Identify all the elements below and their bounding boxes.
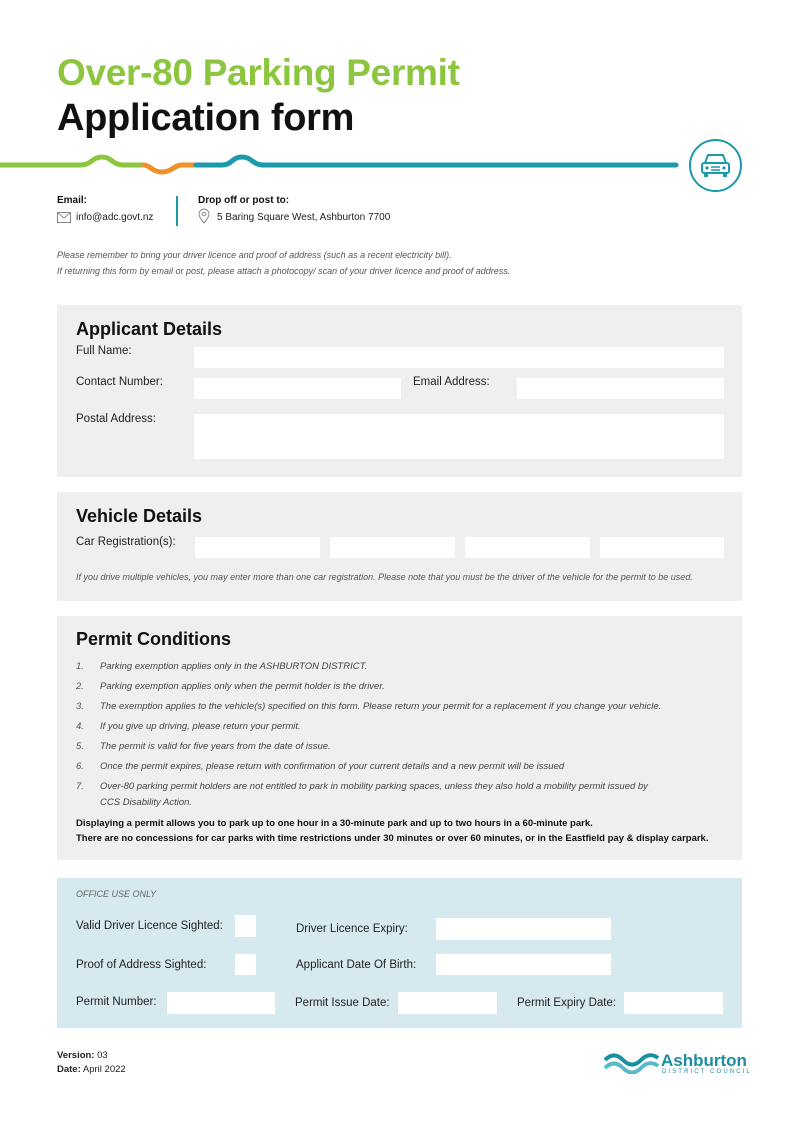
vehicle-details-heading: Vehicle Details xyxy=(76,506,203,526)
licence-expiry-field[interactable] xyxy=(436,918,611,940)
ashburton-logo-mark xyxy=(603,1052,659,1074)
condition-number: 2. xyxy=(76,681,84,692)
postal-address-label: Postal Address: xyxy=(76,413,156,425)
permit-bold-note-1: Displaying a permit allows you to park up to one hour in a 30-minute park and up to two hours in a 60-minute park. xyxy=(76,818,593,829)
contact-number-field[interactable] xyxy=(194,378,401,399)
version-label: Version: xyxy=(57,1050,95,1061)
date-value: April 2022 xyxy=(82,1064,126,1075)
car-icon-badge xyxy=(689,139,742,192)
permit-conditions-heading: Permit Conditions xyxy=(76,629,232,649)
licence-expiry-label: Driver Licence Expiry: xyxy=(296,923,408,935)
vehicle-note: If you drive multiple vehicles, you may enter more than one car registration. Please note that you must be the driver of the vehicle for the permit to be used. xyxy=(76,572,693,582)
condition-item: If you give up driving, please return your permit. xyxy=(100,721,301,732)
permit-expiry-date-label: Permit Expiry Date: xyxy=(517,997,617,1009)
condition-number: 5. xyxy=(76,741,84,752)
full-name-field[interactable] xyxy=(194,347,724,368)
car-registration-label: Car Registration(s): xyxy=(76,536,176,548)
condition-item-continued: CCS Disability Action. xyxy=(100,797,193,808)
office-use-heading: OFFICE USE ONLY xyxy=(76,889,157,899)
condition-number: 7. xyxy=(76,781,84,792)
location-pin-icon xyxy=(198,208,210,224)
condition-item: Parking exemption applies only in the ASHBURTON DISTRICT. xyxy=(100,661,368,672)
date-line xyxy=(57,1064,126,1075)
address-sighted-checkbox[interactable] xyxy=(235,954,256,975)
car-registration-field-4[interactable] xyxy=(600,537,724,558)
car-icon xyxy=(691,141,740,190)
title-line-1: Over-80 Parking Permit xyxy=(57,52,460,93)
drop-off-label: Drop off or post to: xyxy=(198,195,290,206)
applicant-details-heading: Applicant Details xyxy=(76,319,223,339)
permit-number-label: Permit Number: xyxy=(76,996,157,1008)
full-name-label: Full Name: xyxy=(76,345,132,357)
permit-number-field[interactable] xyxy=(167,992,275,1014)
address-sighted-label: Proof of Address Sighted: xyxy=(76,959,207,971)
licence-sighted-checkbox[interactable] xyxy=(235,915,256,937)
contact-divider xyxy=(176,196,178,226)
drop-off-address: 5 Baring Square West, Ashburton 7700 xyxy=(217,212,391,223)
condition-item: Once the permit expires, please return with confirmation of your current details and a new permit will be issued xyxy=(100,761,565,772)
logo-subtitle: DISTRICT COUNCIL xyxy=(662,1069,752,1075)
car-registration-field-2[interactable] xyxy=(330,537,455,558)
email-address-label: Email Address: xyxy=(413,376,490,388)
condition-number: 1. xyxy=(76,661,84,672)
date-label: Date: xyxy=(57,1064,81,1075)
car-registration-field-3[interactable] xyxy=(465,537,590,558)
condition-item: Over-80 parking permit holders are not entitled to park in mobility parking spaces, unless they also hold a mobility permit issued by xyxy=(100,781,648,792)
postal-address-field[interactable] xyxy=(194,414,724,459)
permit-issue-date-field[interactable] xyxy=(398,992,497,1014)
licence-sighted-label: Valid Driver Licence Sighted: xyxy=(76,920,223,932)
header-wave-line xyxy=(0,150,690,180)
condition-number: 4. xyxy=(76,721,84,732)
version-line xyxy=(57,1050,108,1061)
permit-issue-date-label: Permit Issue Date: xyxy=(295,997,390,1009)
note-line-1: Please remember to bring your driver licence and proof of address (such as a recent electricity bill). xyxy=(57,250,452,260)
envelope-icon xyxy=(57,212,71,223)
condition-number: 3. xyxy=(76,701,84,712)
email-value[interactable]: info@adc.govt.nz xyxy=(76,212,154,223)
condition-number: 6. xyxy=(76,761,84,772)
logo-name: Ashburton xyxy=(661,1051,747,1070)
permit-bold-note-2: There are no concessions for car parks with time restrictions under 30 minutes or over 60 minutes, or in the Eastfield pay & display carpark. xyxy=(76,833,709,844)
title-line-2: Application form xyxy=(57,97,355,139)
car-registration-field-1[interactable] xyxy=(195,537,320,558)
version-value: 03 xyxy=(97,1050,108,1061)
applicant-dob-field[interactable] xyxy=(436,954,611,975)
condition-item: The exemption applies to the vehicle(s) specified on this form. Please return your permit for a replacement if you change your vehicle. xyxy=(100,701,662,712)
note-line-2: If returning this form by email or post, please attach a photocopy/ scan of your driver licence and proof of address. xyxy=(57,266,511,276)
contact-number-label: Contact Number: xyxy=(76,376,163,388)
condition-item: The permit is valid for five years from the date of issue. xyxy=(100,741,331,752)
permit-expiry-date-field[interactable] xyxy=(624,992,723,1014)
email-address-field[interactable] xyxy=(517,378,724,399)
applicant-dob-label: Applicant Date Of Birth: xyxy=(296,959,417,971)
condition-item: Parking exemption applies only when the permit holder is the driver. xyxy=(100,681,385,692)
email-label: Email: xyxy=(57,195,88,206)
